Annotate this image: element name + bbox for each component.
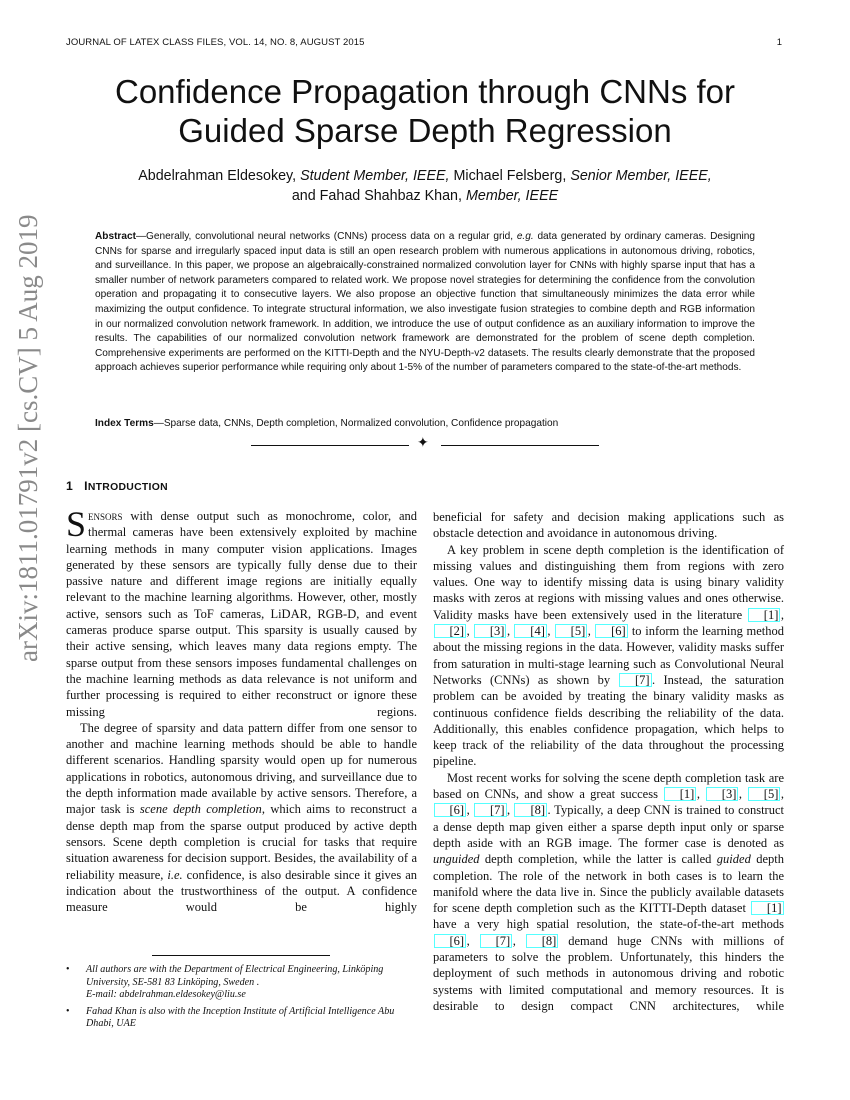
paragraph-text: to inform the learning method about the missing regions in the data. However, validity masks suffer from saturation in multi-stage learning such as Convolutional Neural Networks (CNNs) as shown by bbox=[433, 624, 785, 687]
author-name: and Fahad Shahbaz Khan, bbox=[291, 188, 462, 204]
abstract-text: data generated by ordinary cameras. Designing CNNs for sparse and irregularly spaced input data is still an open research problem with numerous applications in autonomous driving, robotics, and surveillance. In this paper, we propose an algebraically-constrained normalized convolution layer for CNNs with highly sparse input that has a smaller number of network parameters compared to related work. We propose novel strategies for determining the confidence from the convolution operation and propagating it to consecutive layers. We also propose an objective function that simultaneously minimizes the data error while maximizing the output confidence. To integrate structural information, we also investigate fusion strategies to combine depth and RGB information in our normalized convolution network framework. In addition, we introduce the use of output confidence as an auxiliary information to improve the results. The capabilities of our normalized convolution network framework are demonstrated for the problem of scene depth completion. Comprehensive experiments are performed on the KITTI-Depth and the NYU-Depth-v2 datasets. The results clearly demonstrate that the proposed approach achieves superior performance while requiring only about 1-5% of the number of parameters compared to the state-of-the-art methods. bbox=[95, 231, 755, 374]
paragraph-text: have a very high spatial resolution, the state-of-the-art methods bbox=[433, 917, 784, 932]
paragraph bbox=[433, 509, 784, 542]
footnotes bbox=[66, 964, 422, 1035]
author-role: Student Member, IEEE, bbox=[300, 168, 450, 184]
running-head: JOURNAL OF LATEX CLASS FILES, VOL. 14, NO. 8, AUGUST 2015 bbox=[66, 37, 365, 48]
paragraph-text: depth completion, while the latter is called bbox=[479, 852, 717, 867]
section-title-rest: NTRODUCTION bbox=[87, 482, 168, 493]
paragraph bbox=[66, 504, 417, 720]
citation-link[interactable]: [5] bbox=[748, 787, 781, 801]
citation-link[interactable]: [1] bbox=[664, 787, 697, 801]
paragraph: Most recent works for solving the scene depth completion task are based on CNNs, and show a great success [1] , [3] , [5] , [6] , [7] , [8] . Typically, a deep CNN is trained to construct a dense depth map given either a sparse depth input only or sparse depth aside with an RGB image. The former case is denoted as unguided depth completion, while the latter is called guided depth completion. The role of the network in both cases is to learn the manifold where the data live in. Since the publicly available datasets for scene depth completion such as the KITTI-Depth dataset [1] have a very high spatial resolution, the state-of-the-art methods [6] , [7] , [8] demand huge CNNs with millions of parameters to solve the problem. Unfortunately, this hinders the deployment of such methods in autonomous driving and robotic systems with limited computational and memory resources. It is desirable to design compact CNN architectures, while bbox=[433, 770, 785, 1013]
index-terms-label: Index Terms bbox=[95, 418, 154, 429]
paragraph-text: confidence, is also desirable since it gives an indication about the trustworthiness of the output. A confidence measure would be highly bbox=[66, 867, 417, 915]
paragraph-text: The degree of sparsity and data pattern differ from one sensor to another and machine learning methods should be able to handle different scenarios. Handling sparsity would open up for numerous applications in robotics, autonomous driving, and surveillance due to the depth information made available by active sensors. Therefore, a major task is bbox=[66, 720, 417, 817]
divider-star-icon: ✦ bbox=[417, 436, 429, 451]
paragraph: A key problem in scene depth completion is the identification of missing values and distinguishing them from regions with zero values. One way to identify missing data is using binary validity masks with zeros at regions with missing values and ones otherwise. Validity masks have been extensively used in the literature [1] , [2] , [3] , [4] , [5] , [6] to inform the learning method about the missing regions in the data. However, validity masks suffer from saturation in multi-stage learning such as Convolutional Neural Networks (CNNs) as shown by [7] . Instead, the saturation problem can be avoided by treating the binary validity masks as continuous confidence fields describing the reliability of the data. Additionally, this enables confidence propagation, which helps to keep track of the reliability of the data throughout the processing pipeline. bbox=[433, 542, 785, 769]
paragraph-text: beneficial for safety and decision making applications such as obstacle detection and avoidance in autonomous driving. bbox=[433, 510, 784, 541]
author-name: Abdelrahman Eldesokey, bbox=[138, 168, 297, 184]
paragraph-text: with dense output such as monochrome, color, and thermal cameras have been extensively exploited by machine learning methods in many computer vision applications. Images generated by these sensors are typically fully dense due to their passive nature and different image regions are initially equally relevant to the machine learning algorithms. However, other, mostly active, sensors such as ToF cameras, LiDAR, RGB-D, and event cameras produce sparse output. This sparsity is usually caused by their active sensing, which leaves many data regions empty. The sparse output from these sensors imposes fundamental challenges on the machine learning methods as data relevance is not uniform and further processing is required to either reconstruct or ignore these missing regions. bbox=[66, 509, 417, 719]
index-terms-text: —Sparse data, CNNs, Depth completion, Normalized convolution, Confidence propagation bbox=[153, 418, 559, 429]
author-list bbox=[60, 166, 790, 206]
paragraph-text: demand huge CNNs with millions of parameters to solve the problem. Unfortunately, this hinders the deployment of such methods in autonomous driving and robotic systems with limited computational and memory resources. It is desirable to design compact CNN architectures, while bbox=[433, 933, 785, 1013]
abstract-label: Abstract bbox=[95, 231, 136, 242]
citation-link[interactable]: [4] bbox=[514, 624, 547, 638]
page-number: 1 bbox=[776, 37, 782, 48]
lead-smallcaps: ensors bbox=[88, 509, 123, 523]
citation-link[interactable]: [3] bbox=[706, 787, 739, 801]
citation-link[interactable]: [8] bbox=[526, 934, 559, 948]
footnote-item bbox=[66, 964, 422, 1002]
paragraph-text: Most recent works for solving the scene depth completion task are based on CNNs, and show a great success bbox=[433, 770, 784, 802]
footnote-text: Fahad Khan is also with the Inception Institute of Artificial Intelligence Abu Dhabi, UAE bbox=[86, 1005, 395, 1030]
footnote-item bbox=[66, 1006, 422, 1031]
section-heading bbox=[66, 479, 168, 493]
emphasis: i.e. bbox=[167, 867, 183, 882]
citation-link[interactable]: [7] bbox=[619, 673, 652, 687]
footnote-text: All authors are with the Department of Electrical Engineering, Linköping University, SE-581 83 Linköping, Sweden . bbox=[86, 964, 384, 988]
emphasis: guided bbox=[716, 852, 751, 867]
divider-line-right bbox=[441, 445, 599, 446]
author-role: Senior Member, IEEE, bbox=[570, 168, 712, 184]
citation-link[interactable]: [7] bbox=[480, 934, 513, 948]
citation-link[interactable]: [2] bbox=[434, 624, 467, 638]
bullet-icon: • bbox=[66, 964, 70, 975]
paragraph-text: . Typically, a deep CNN is trained to construct a dense depth map given either a sparse depth input only or sparse depth aside with an RGB image. The former case is denoted as bbox=[433, 803, 784, 850]
index-terms bbox=[95, 417, 755, 432]
footnote-rule bbox=[152, 955, 330, 956]
drop-cap: S bbox=[66, 504, 87, 544]
citation-link[interactable]: [6] bbox=[434, 934, 467, 948]
paragraph-text: depth completion. The role of the network in both cases is to learn the manifold where the data live in. Since the publicly available datasets for scene depth completion such as the KITTI-Depth dataset bbox=[433, 852, 785, 916]
right-column bbox=[433, 509, 784, 1014]
paragraph-text: A key problem in scene depth completion is the identification of missing values and distinguishing them from regions with zero values. One way to identify missing data is using binary validity masks with zeros at regions with missing values and ones otherwise. Validity masks have been extensively used in the literature bbox=[433, 542, 784, 622]
emphasis: unguided bbox=[433, 852, 480, 867]
abstract-eg: e.g. bbox=[516, 231, 534, 242]
emphasis: scene depth completion bbox=[139, 802, 262, 817]
citation-link[interactable]: [1] bbox=[751, 901, 784, 915]
citation-link[interactable]: [8] bbox=[514, 803, 547, 817]
citation-link[interactable]: [1] bbox=[748, 608, 781, 622]
paragraph-text: . Instead, the saturation problem can be avoided by treating the binary validity masks as continuous confidence fields describing the reliability of the data. Additionally, this enables confidence propagation, which helps to keep track of the reliability of the data throughout the processing pipeline. bbox=[433, 672, 784, 769]
paragraph-text: , which aims to reconstruct a dense depth map from the sparse output produced by active depth sensors. Scene depth completion is crucial for tasks that require situation awareness for decision support. Besides, the availability of a reliability measure, bbox=[66, 802, 417, 882]
paper-title: Confidence Propagation through CNNs for Guided Sparse Depth Regression bbox=[114, 73, 736, 149]
abstract bbox=[95, 230, 755, 376]
author-role: Member, IEEE bbox=[465, 188, 559, 204]
author-name: Michael Felsberg, bbox=[453, 168, 567, 184]
citation-link[interactable]: [7] bbox=[474, 803, 507, 817]
divider-line-left bbox=[251, 445, 409, 446]
citation-link[interactable]: [5] bbox=[555, 624, 588, 638]
abstract-text: —Generally, convolutional neural networks (CNNs) process data on a regular grid, bbox=[135, 231, 517, 242]
footnote-email: E-mail: abdelrahman.eldesokey@liu.se bbox=[86, 989, 246, 1001]
citation-link[interactable]: [6] bbox=[434, 803, 467, 817]
bullet-icon: • bbox=[66, 1005, 70, 1017]
citation-link[interactable]: [6] bbox=[595, 624, 628, 638]
paragraph bbox=[66, 720, 417, 916]
left-column bbox=[66, 504, 417, 915]
section-title-initial: I bbox=[84, 479, 88, 493]
section-number: 1 bbox=[66, 479, 74, 493]
arxiv-stamp: arXiv:1811.01791v2 [cs.CV] 5 Aug 2019 bbox=[13, 214, 43, 662]
citation-link[interactable]: [3] bbox=[474, 624, 507, 638]
